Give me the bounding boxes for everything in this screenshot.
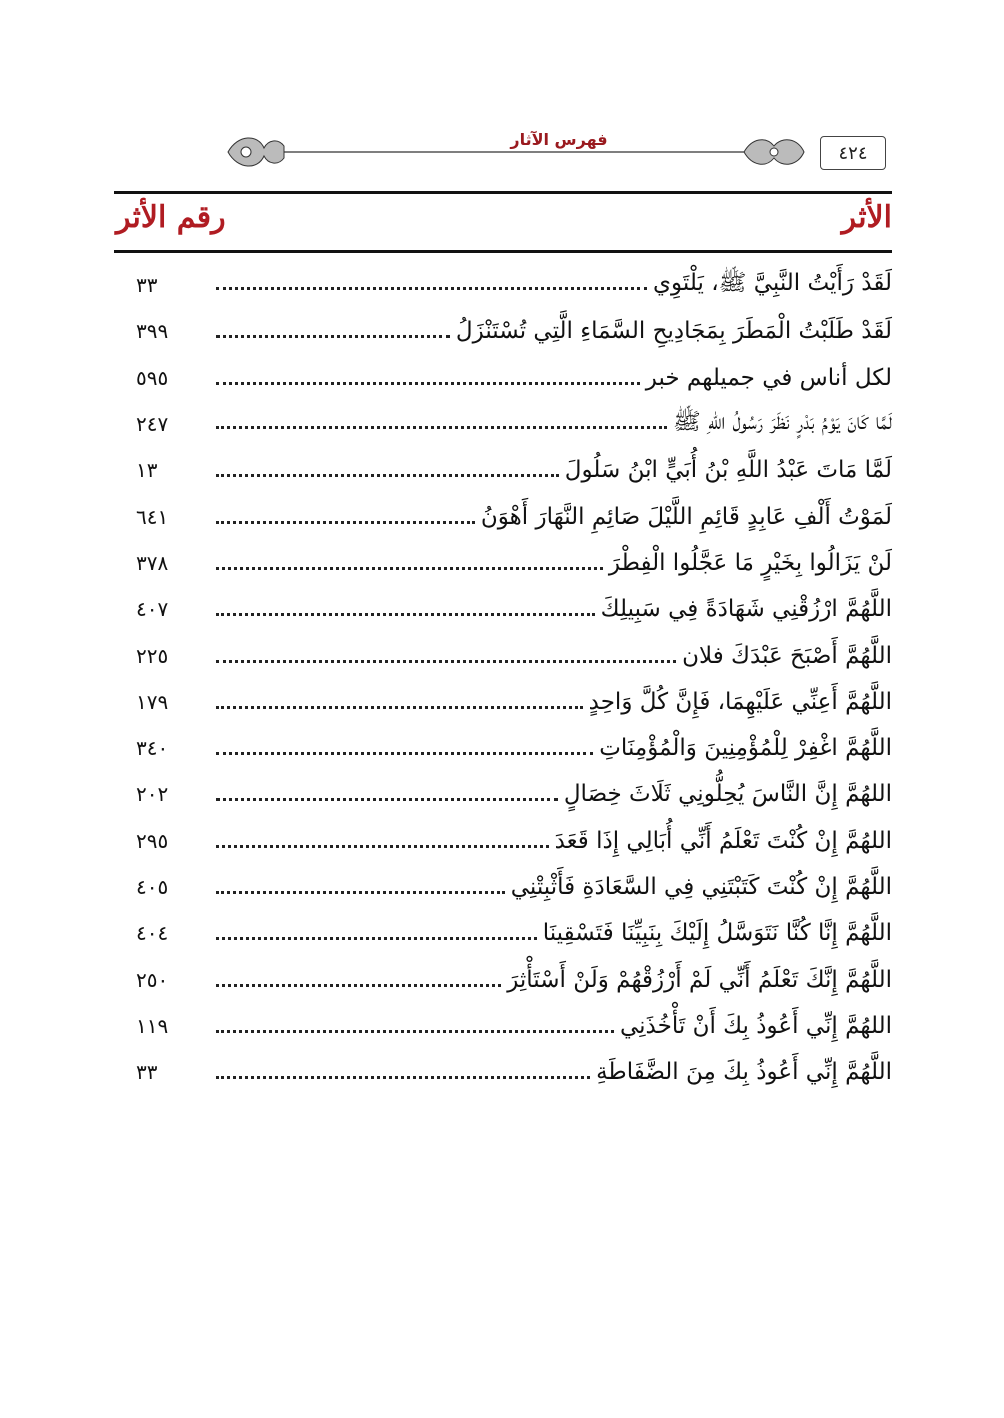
row-number: ٢٢٥ xyxy=(136,643,169,668)
index-row xyxy=(112,1049,892,1095)
dot-leader xyxy=(216,426,667,429)
row-text: اللهُمَّ إِنَّ النَّاسَ يُحِلُّونِي ثَلَاثَ خِصَالٍ xyxy=(563,781,892,808)
index-row xyxy=(112,586,892,632)
dot-leader xyxy=(216,521,475,524)
index-row xyxy=(112,771,892,817)
dot-leader xyxy=(216,1076,590,1079)
dot-leader xyxy=(216,706,583,709)
dot-leader xyxy=(216,660,676,663)
row-number: ١١٩ xyxy=(136,1013,169,1038)
index-row xyxy=(112,308,892,354)
header-rule-bottom xyxy=(114,250,892,253)
row-text: اللَّهُمَّ إِنَّا كُنَّا نَتَوَسَّلُ إِلَيْكَ بِنَبِيِّنَا فَتَسْقِينَا xyxy=(542,920,892,947)
dot-leader xyxy=(216,752,593,755)
row-text: لَقَدْ رَأَيْتُ النَّبِيَّ ﷺ، يَلْتَوِي xyxy=(653,270,892,297)
dot-leader xyxy=(216,891,505,894)
row-number: ٢٠٢ xyxy=(136,782,169,807)
row-text: لَمَّا مَاتَ عَبْدُ اللَّهِ بْنُ أُبَيٍّ ابْنُ سَلُولَ xyxy=(564,457,892,484)
index-row xyxy=(112,910,892,956)
index-row xyxy=(112,956,892,1002)
row-text: لكل أناس في جميلهم خبر xyxy=(645,364,892,391)
dot-leader xyxy=(216,798,558,801)
row-number: ١٣ xyxy=(136,458,158,483)
dot-leader xyxy=(216,845,549,848)
index-row xyxy=(112,355,892,401)
row-text: اللَّهُمَّ أَصْبَحَ عَبْدَكَ فلان xyxy=(682,642,892,669)
row-number: ٦٤١ xyxy=(136,504,169,529)
row-text: اللَّهُمَّ ارْزُقْنِي شَهَادَةً فِي سَبِيلِكَ xyxy=(600,596,892,623)
row-text: اللَّهُمَّ أَعِنِّي عَلَيْهِمَا، فَإِنَّ كُلَّ وَاحِدٍ xyxy=(588,688,892,715)
row-number: ٤٠٥ xyxy=(136,875,169,899)
row-number: ٣٣ xyxy=(136,1060,158,1085)
header-rule-top xyxy=(114,191,892,194)
row-text: اللَّهُمَّ إِنِّي أَعُوذُ بِكَ مِنَ الضَّفَاطَةِ xyxy=(596,1059,892,1086)
index-row xyxy=(112,1003,892,1049)
dot-leader xyxy=(216,335,450,338)
header-title: فهرس الآثار xyxy=(510,130,608,149)
row-text: اللهُمَّ إِنْ كُنْتَ تَعْلَمُ أَنِّي أُبَالِي إِذَا قَعَدَ xyxy=(554,827,892,854)
index-row xyxy=(112,864,892,910)
index-row xyxy=(112,262,892,308)
index-list xyxy=(112,262,892,1095)
index-row xyxy=(112,818,892,864)
index-row xyxy=(112,632,892,678)
row-text: اللَّهُمَّ إِنَّكَ تَعْلَمُ أَنِّي لَمْ أَرْزُقْهُمْ وَلَنْ أَسْتَأْثِرَ xyxy=(507,966,892,993)
dot-leader xyxy=(216,937,537,940)
dot-leader xyxy=(216,613,595,616)
row-number: ٤٠٧ xyxy=(136,597,169,622)
row-text: اللَّهُمَّ إِنْ كُنْتَ كَتَبْتَنِي فِي السَّعَادَةِ فَأَثْبِتْنِي xyxy=(510,874,892,900)
row-number: ٥٩٥ xyxy=(136,365,169,390)
row-number: ١٧٩ xyxy=(136,689,169,714)
row-number: ٢٤٧ xyxy=(136,412,169,437)
index-row xyxy=(112,447,892,493)
index-row xyxy=(112,725,892,771)
dot-leader xyxy=(216,567,603,570)
row-number: ٣٩٩ xyxy=(136,319,169,344)
row-number: ٣٧٨ xyxy=(136,550,169,575)
row-text: لَمَّا كَانَ يَوْمُ بَدْرٍ نَظَرَ رَسُولُ اللهِ ﷺ xyxy=(672,409,892,436)
dot-leader xyxy=(216,474,559,477)
row-text: اللَّهُمَّ اغْفِرْ لِلْمُؤْمِنِينَ وَالْمُؤْمِنَاتِ xyxy=(599,735,892,762)
page-header xyxy=(224,122,894,182)
index-row xyxy=(112,401,892,447)
row-number: ٤٠٤ xyxy=(136,921,169,946)
index-row xyxy=(112,679,892,725)
row-text: لَمَوْتُ أَلْفِ عَابِدٍ قَائِمِ اللَّيْلَ صَائِمِ النَّهَارَ أَهْوَنُ xyxy=(480,503,892,530)
index-row xyxy=(112,540,892,586)
dot-leader xyxy=(216,287,647,290)
row-number: ٢٥٠ xyxy=(136,967,169,992)
row-number: ٣٤٠ xyxy=(136,736,169,761)
row-number: ٣٣ xyxy=(136,273,158,298)
row-number: ٢٩٥ xyxy=(136,828,169,853)
row-text: لَقَدْ طَلَبْتُ الْمَطَرَ بِمَجَادِيحِ السَّمَاءِ الَّتِي تُسْتَنْزَلُ xyxy=(455,318,892,345)
row-text: اللهُمَّ إِنِّي أَعُوذُ بِكَ أَنْ تَأْخُذَنِي xyxy=(619,1012,892,1039)
dot-leader xyxy=(216,1030,614,1033)
dot-leader xyxy=(216,382,640,385)
index-row xyxy=(112,493,892,539)
dot-leader xyxy=(216,984,501,987)
column-header-athar: الأثر xyxy=(841,200,892,235)
row-text: لَنْ يَزَالُوا بِخَيْرٍ مَا عَجَّلُوا الْفِطْرَ xyxy=(608,549,892,576)
page-number: ٤٢٤ xyxy=(820,136,886,170)
column-header-number: رقم الأثر xyxy=(116,200,226,235)
